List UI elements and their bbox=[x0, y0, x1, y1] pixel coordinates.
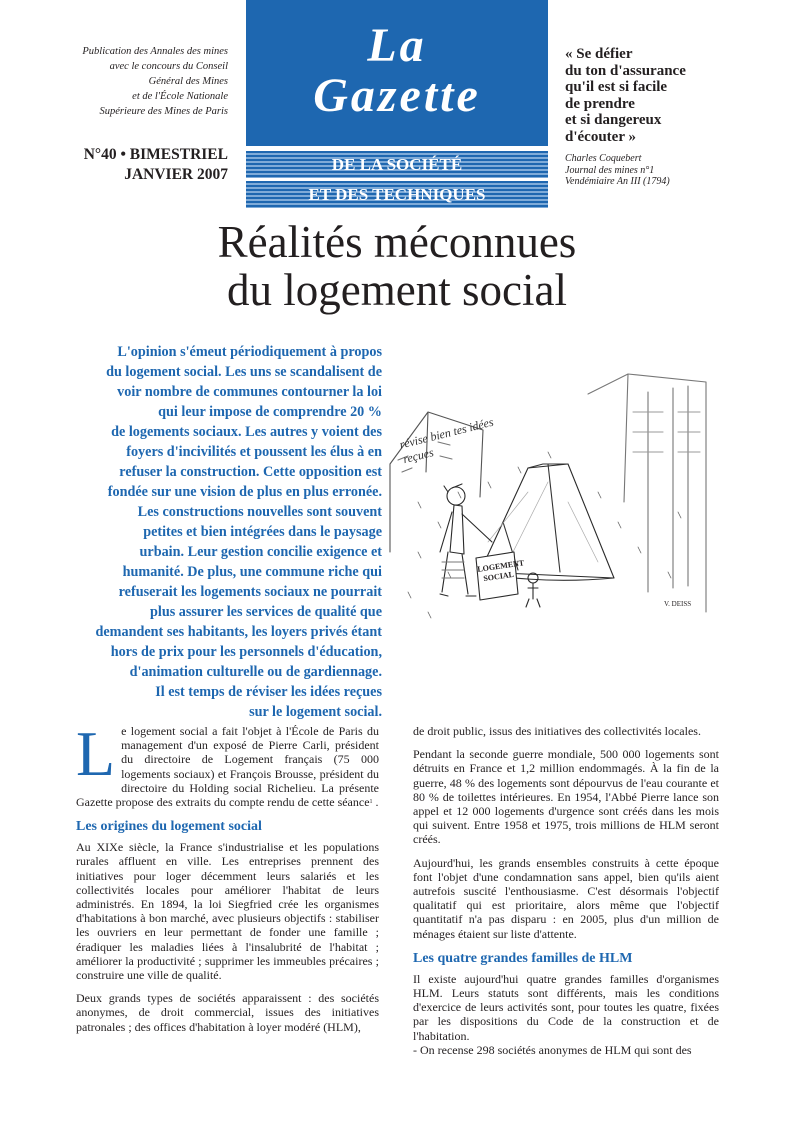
quote-source-line: Charles Coquebert bbox=[565, 153, 642, 164]
issue-info bbox=[40, 145, 228, 185]
lead-line: urbain. Leur gestion concilie exigence et bbox=[139, 544, 382, 560]
subtitle-band-1 bbox=[246, 151, 548, 178]
lead-line: de logements sociaux. Les autres y voient des bbox=[111, 424, 382, 440]
lead-line: fondée sur une vision de plus en plus erronée. bbox=[107, 484, 382, 500]
issue-number: N°40 • BIMESTRIEL bbox=[83, 146, 228, 163]
lead-line: demandent ses habitants, les loyers privés étant bbox=[95, 624, 382, 640]
subtitle-band-2 bbox=[246, 181, 548, 208]
publisher-line: Général des Mines bbox=[148, 76, 228, 87]
intro-end: . bbox=[372, 795, 379, 810]
body-paragraph: Pendant la seconde guerre mondiale, 500 000 logements sont détruits en France et 1,2 million endommagés. À la fin de la guerre, 48 % des logements sont dépourvus de l'eau courante et 80 % de toilettes intérieures. En 1954, l'Abbé Pierre lance son appel et 12 000 logements d'urgence sont créés dans les mois qui suivent. Entre 1958 et 1975, trois millions de HLM seront créés. bbox=[413, 747, 719, 847]
lead-line: Il est temps de réviser les idées reçues bbox=[155, 684, 382, 700]
cartoon-signature: V. DEISS bbox=[664, 600, 692, 608]
quote-line: de prendre bbox=[565, 95, 635, 112]
cartoon-sign-text: LOGEMENT SOCIAL bbox=[476, 558, 525, 584]
lead-paragraph bbox=[60, 342, 382, 722]
article-title bbox=[60, 218, 734, 314]
issue-date: JANVIER 2007 bbox=[124, 166, 228, 183]
drop-cap: L bbox=[76, 718, 116, 789]
intro-text: e logement social a fait l'objet à l'École de Paris du management d'un exposé de Pierre Carli, président du directoire de Logement français (75 000 logements sociaux) et François Brousse, président du directoire du Holding social Richelieu. La présente Gazette propose des extraits du compte rendu de cette séance bbox=[76, 724, 379, 810]
lead-line: Les constructions nouvelles sont souvent bbox=[137, 504, 382, 520]
masthead-la: La bbox=[367, 19, 427, 72]
lead-line: L'opinion s'émeut périodiquement à propos bbox=[117, 344, 382, 360]
cartoon-caption: révise bien tes idées reçues bbox=[398, 414, 495, 467]
quote-line: d'écouter » bbox=[565, 128, 636, 145]
quote-line: du ton d'assurance bbox=[565, 62, 686, 79]
lead-line: refuser la construction. Cette opposition est bbox=[119, 464, 382, 480]
publisher-line: et de l'École Nationale bbox=[132, 91, 228, 102]
masthead-gazette: Gazette bbox=[313, 69, 481, 122]
section-heading-hlm: Les quatre grandes familles de HLM bbox=[413, 950, 633, 966]
lead-line: plus assurer les services de qualité que bbox=[149, 604, 382, 620]
lead-line: humanité. De plus, une commune riche qui bbox=[122, 564, 382, 580]
body-paragraph: Aujourd'hui, les grands ensembles construits à cette époque font l'objet d'une condamnation sans appel, bien qu'ils aient autrefois suscité l'enthousiasme. C'est désormais l'objectif qualitatif qui est prioritaire, alors même que l'objectif quantitatif n'a pas disparu : en 2005, plus d'un million de ménages étaient sur liste d'attente. bbox=[413, 855, 719, 941]
quote-source bbox=[565, 153, 765, 188]
quote-line: qu'il est si facile bbox=[565, 79, 668, 95]
section-heading-origins: Les origines du logement social bbox=[76, 819, 262, 835]
cartoon-illustration bbox=[388, 372, 710, 640]
lead-line: du logement social. Les uns se scandalisent de bbox=[106, 364, 382, 380]
lead-line: petites et bien intégrées dans le paysage bbox=[143, 524, 382, 540]
quote-source-line: Journal des mines n°1 bbox=[565, 164, 655, 176]
body-paragraph: Au XIXe siècle, la France s'industrialise et les populations rurales affluent en ville. Les entreprises prennent des initiatives pour loger décemment leurs salariés et les collectivités locales pour améliorer l'habitat de leurs administrés. En 1894, la loi Siegfried crée les organismes d'habitations à bon marché, avec plusieurs objectifs : stabiliser les ouvriers en leur permettant de fonder une famille ; éradiquer les maladies liées à l'insalubrité de l'habitat ; améliorer la productivité ; supprimer les immeubles précaires ; construire une ville de qualité. bbox=[76, 840, 379, 983]
subtitle-line-2: ET DES TECHNIQUES bbox=[308, 185, 486, 204]
lead-line: voir nombre de communes contourner la loi bbox=[117, 384, 382, 400]
body-paragraph: de droit public, issus des initiatives des collectivités locales. bbox=[413, 724, 701, 738]
lead-line: d'animation culturelle ou de gardiennage. bbox=[129, 664, 382, 680]
publisher-line: Publication des Annales des mines bbox=[82, 46, 228, 57]
publisher-line: Supérieure des Mines de Paris bbox=[99, 106, 228, 117]
lead-line: sur le logement social. bbox=[249, 704, 382, 720]
lead-line: qui leur impose de comprendre 20 % bbox=[158, 404, 382, 420]
intro-paragraph bbox=[76, 718, 379, 810]
publisher-note bbox=[40, 44, 228, 119]
footnote-ref: 1 bbox=[369, 799, 373, 806]
body-column-2 bbox=[413, 724, 719, 1066]
lead-line: hors de prix pour les personnels d'éducation, bbox=[110, 644, 382, 660]
body-paragraph: Deux grands types de sociétés apparaissent : des sociétés anonymes, de droit commercial, issues des initiatives patronales ; des offices d'habitation à loyer modéré (HLM), bbox=[76, 991, 379, 1034]
lead-line: foyers d'incivilités et poussent les élus à en bbox=[126, 444, 382, 460]
masthead bbox=[246, 0, 548, 146]
publisher-line: avec le concours du Conseil bbox=[109, 61, 228, 72]
subtitle-line-1: DE LA SOCIÉTÉ bbox=[331, 155, 463, 174]
body-paragraph: Il existe aujourd'hui quatre grandes familles d'organismes HLM. Leurs statuts sont différents, mais les conditions d'exercice de leurs activités sont, pour toutes les quatre, fixées par les dispositions du Code de la construction et de l'habitation. bbox=[413, 971, 719, 1043]
body-paragraph: - On recense 298 sociétés anonymes de HLM qui sont des bbox=[413, 1042, 692, 1057]
title-line-2: du logement social bbox=[227, 265, 567, 315]
quote-line: et si dangereux bbox=[565, 112, 662, 128]
quote-line: « Se défier bbox=[565, 46, 633, 62]
title-line-1: Réalités méconnues bbox=[217, 217, 577, 267]
epigraph-quote bbox=[565, 46, 765, 145]
lead-line: refuserait les logements sociaux ne pourrait bbox=[118, 584, 382, 600]
body-column-1 bbox=[76, 718, 379, 1043]
quote-source-line: Vendémiaire An III (1794) bbox=[565, 176, 670, 187]
